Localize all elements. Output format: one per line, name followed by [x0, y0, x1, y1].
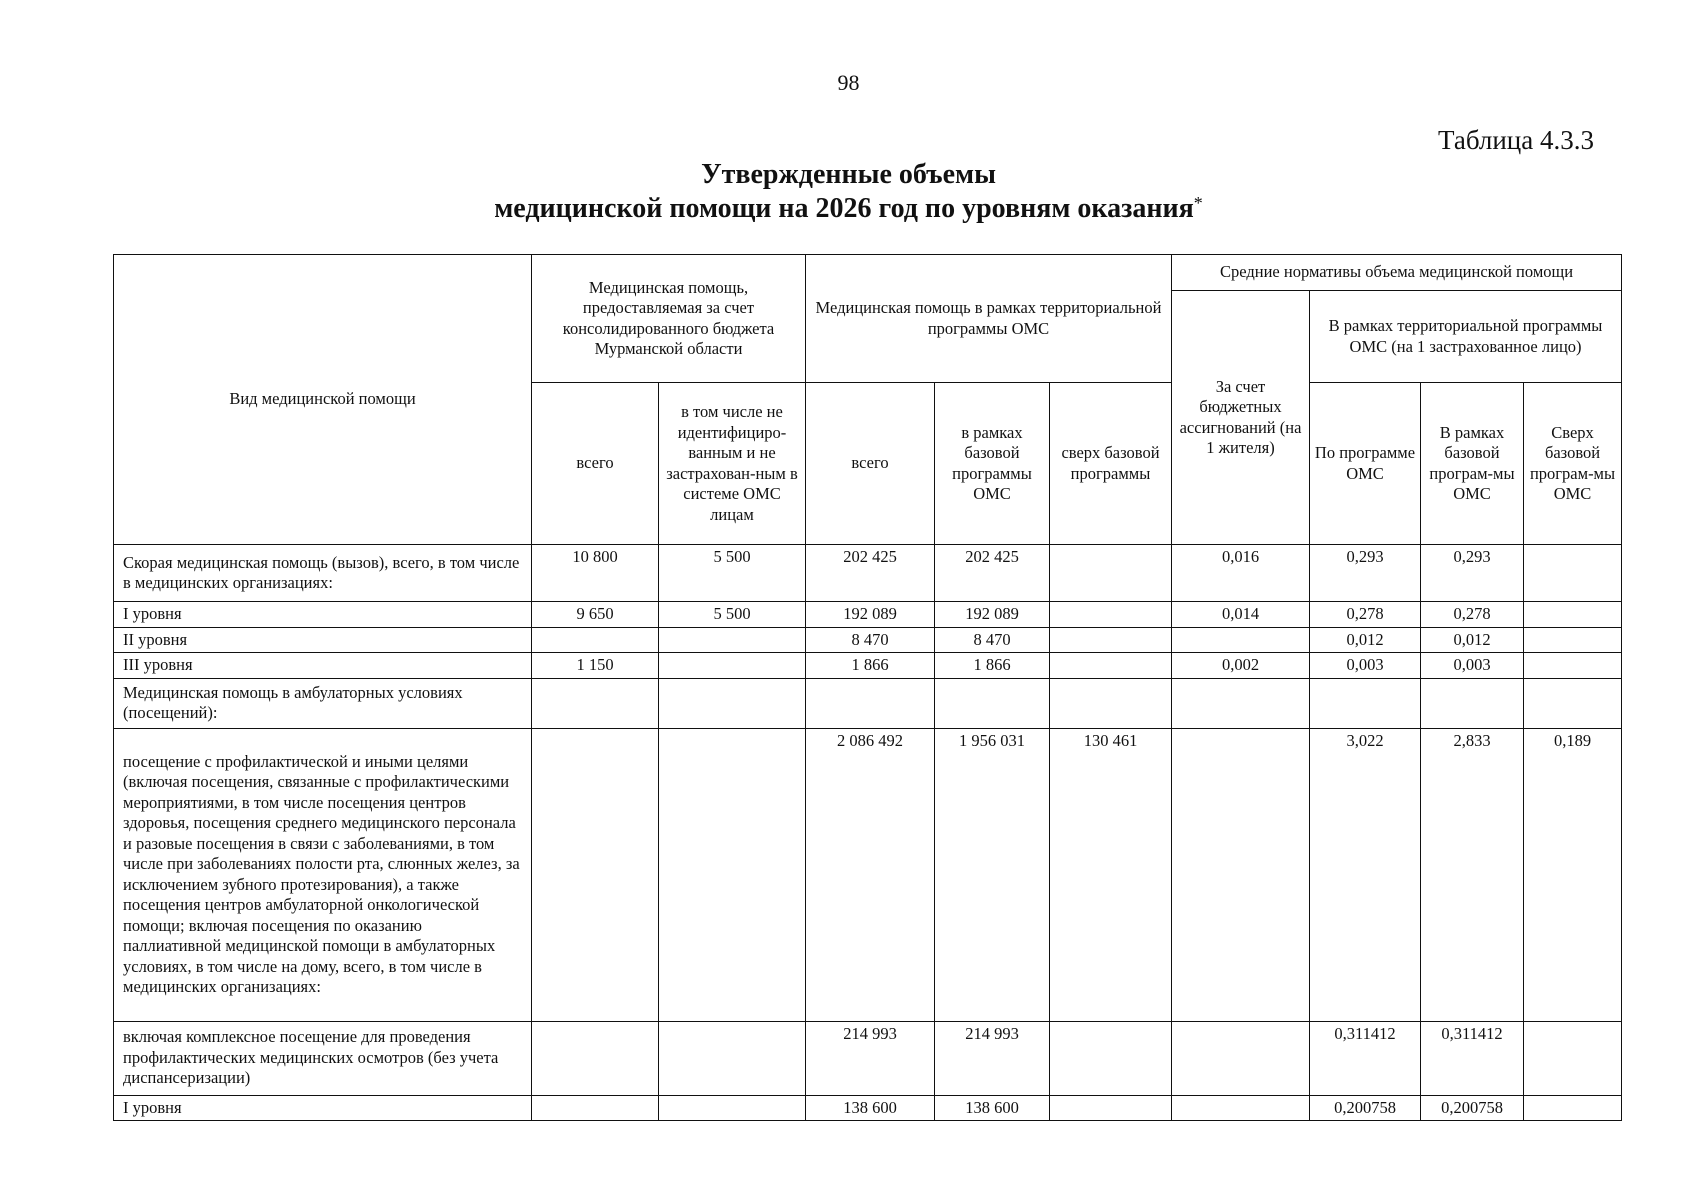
- table-row: [114, 678, 1622, 728]
- cell: [532, 1021, 659, 1095]
- row-label: III уровня: [114, 653, 532, 679]
- cell: 1 150: [532, 653, 659, 679]
- cell: [1310, 678, 1421, 728]
- cell: [532, 728, 659, 1021]
- cell: 0,278: [1421, 602, 1524, 628]
- header-budget-unidentified: в том числе не идентифициро-ванным и не застрахован-ным в системе ОМС лицам: [659, 383, 806, 545]
- cell: 2 086 492: [806, 728, 935, 1021]
- table-row: [114, 545, 1622, 602]
- header-kind: Вид медицинской помощи: [114, 255, 532, 545]
- cell: 5 500: [659, 602, 806, 628]
- title-line-2: медицинской помощи на 2026 год по уровням оказания*: [494, 193, 1203, 224]
- cell: 2,833: [1421, 728, 1524, 1021]
- cell: [1421, 678, 1524, 728]
- cell: 0,002: [1172, 653, 1310, 679]
- cell: 192 089: [806, 602, 935, 628]
- header-oms-total: всего: [806, 383, 935, 545]
- cell: 8 470: [806, 627, 935, 653]
- table-row: [114, 1021, 1622, 1095]
- cell: [1524, 545, 1622, 602]
- cell: [1050, 678, 1172, 728]
- cell: [1050, 545, 1172, 602]
- header-norms-oms-program: По программе ОМС: [1310, 383, 1421, 545]
- cell: [532, 627, 659, 653]
- cell: 0,189: [1524, 728, 1622, 1021]
- row-label: II уровня: [114, 627, 532, 653]
- header-norms-oms-group: В рамках территориальной программы ОМС (на 1 застрахованное лицо): [1310, 291, 1622, 383]
- cell: [1050, 653, 1172, 679]
- row-label: посещение с профилактической и иными целями (включая посещения, связанные с профилактическими мероприятиями, в том числе посещения центров здоровья, посещения среднего медицинского персонала и разовые посещения в связи с заболеваниями, в том числе при заболеваниях полости рта, слюнных желез, за исключением зубного протезирования), а также посещения центров амбулаторной онкологической помощи; включая посещения по оказанию паллиативной медицинской помощи в амбулаторных условиях, в том числе на дому, всего, в том числе в медицинских организациях:: [114, 728, 532, 1021]
- cell: [659, 653, 806, 679]
- cell: 0,200758: [1421, 1095, 1524, 1121]
- cell: 5 500: [659, 545, 806, 602]
- cell: [806, 678, 935, 728]
- cell: 1 866: [806, 653, 935, 679]
- header-budget-total: всего: [532, 383, 659, 545]
- cell: 0,003: [1310, 653, 1421, 679]
- cell: 202 425: [806, 545, 935, 602]
- cell: 214 993: [935, 1021, 1050, 1095]
- cell: [532, 1095, 659, 1121]
- cell: 3,022: [1310, 728, 1421, 1021]
- table-row: [114, 1095, 1622, 1121]
- row-label: Скорая медицинская помощь (вызов), всего, в том числе в медицинских организациях:: [114, 545, 532, 602]
- row-label: включая комплексное посещение для проведения профилактических медицинских осмотров (без учета диспансеризации): [114, 1021, 532, 1095]
- header-norms-oms-above: Сверх базовой програм-мы ОМС: [1524, 383, 1622, 545]
- cell: [659, 1021, 806, 1095]
- cell: [659, 728, 806, 1021]
- cell: 0,012: [1310, 627, 1421, 653]
- cell: 9 650: [532, 602, 659, 628]
- cell: 138 600: [935, 1095, 1050, 1121]
- cell: 214 993: [806, 1021, 935, 1095]
- cell: [1524, 653, 1622, 679]
- header-oms-above: сверх базовой программы: [1050, 383, 1172, 545]
- cell: [1172, 728, 1310, 1021]
- cell: 192 089: [935, 602, 1050, 628]
- cell: 0,200758: [1310, 1095, 1421, 1121]
- cell: [1524, 602, 1622, 628]
- cell: [1524, 1021, 1622, 1095]
- table-label: Таблица 4.3.3: [1438, 125, 1594, 155]
- cell: [1050, 1095, 1172, 1121]
- cell: 0,311412: [1310, 1021, 1421, 1095]
- row-label: I уровня: [114, 602, 532, 628]
- cell: [1524, 1095, 1622, 1121]
- title-line-1: Утвержденные объемы: [701, 159, 996, 190]
- cell: [1050, 1021, 1172, 1095]
- header-norms-oms-base: В рамках базовой програм-мы ОМС: [1421, 383, 1524, 545]
- cell: 0,293: [1421, 545, 1524, 602]
- cell: [1172, 1021, 1310, 1095]
- cell: 0,016: [1172, 545, 1310, 602]
- table-row: [114, 728, 1622, 1021]
- cell: [659, 627, 806, 653]
- cell: 138 600: [806, 1095, 935, 1121]
- cell: 0,012: [1421, 627, 1524, 653]
- cell: [1172, 678, 1310, 728]
- cell: [1172, 1095, 1310, 1121]
- cell: [1524, 627, 1622, 653]
- header-norms-budget: За счет бюджетных ассигнований (на 1 жителя): [1172, 291, 1310, 545]
- cell: 130 461: [1050, 728, 1172, 1021]
- cell: 8 470: [935, 627, 1050, 653]
- cell: [659, 1095, 806, 1121]
- cell: [532, 678, 659, 728]
- cell: 1 866: [935, 653, 1050, 679]
- cell: 202 425: [935, 545, 1050, 602]
- table-row: [114, 602, 1622, 628]
- cell: 10 800: [532, 545, 659, 602]
- cell: 0,014: [1172, 602, 1310, 628]
- cell: 0,003: [1421, 653, 1524, 679]
- cell: 1 956 031: [935, 728, 1050, 1021]
- cell: 0,311412: [1421, 1021, 1524, 1095]
- cell: [1524, 678, 1622, 728]
- page-number: 98: [837, 70, 860, 95]
- table-row: [114, 627, 1622, 653]
- medical-volume-table: [113, 254, 1622, 1121]
- row-label: Медицинская помощь в амбулаторных условиях (посещений):: [114, 678, 532, 728]
- header-oms-group: Медицинская помощь в рамках территориальной программы ОМС: [806, 255, 1172, 383]
- cell: [1050, 627, 1172, 653]
- row-label: I уровня: [114, 1095, 532, 1121]
- table-row: [114, 653, 1622, 679]
- document-title: [0, 158, 1697, 226]
- cell: [1172, 627, 1310, 653]
- cell: 0,278: [1310, 602, 1421, 628]
- cell: [659, 678, 806, 728]
- header-oms-base: в рамках базовой программы ОМС: [935, 383, 1050, 545]
- cell: 0,293: [1310, 545, 1421, 602]
- footnote-mark: *: [1193, 193, 1203, 213]
- header-norms-group: Средние нормативы объема медицинской помощи: [1172, 255, 1622, 291]
- cell: [935, 678, 1050, 728]
- cell: [1050, 602, 1172, 628]
- header-budget-group: Медицинская помощь, предоставляемая за счет консолидированного бюджета Мурманской области: [532, 255, 806, 383]
